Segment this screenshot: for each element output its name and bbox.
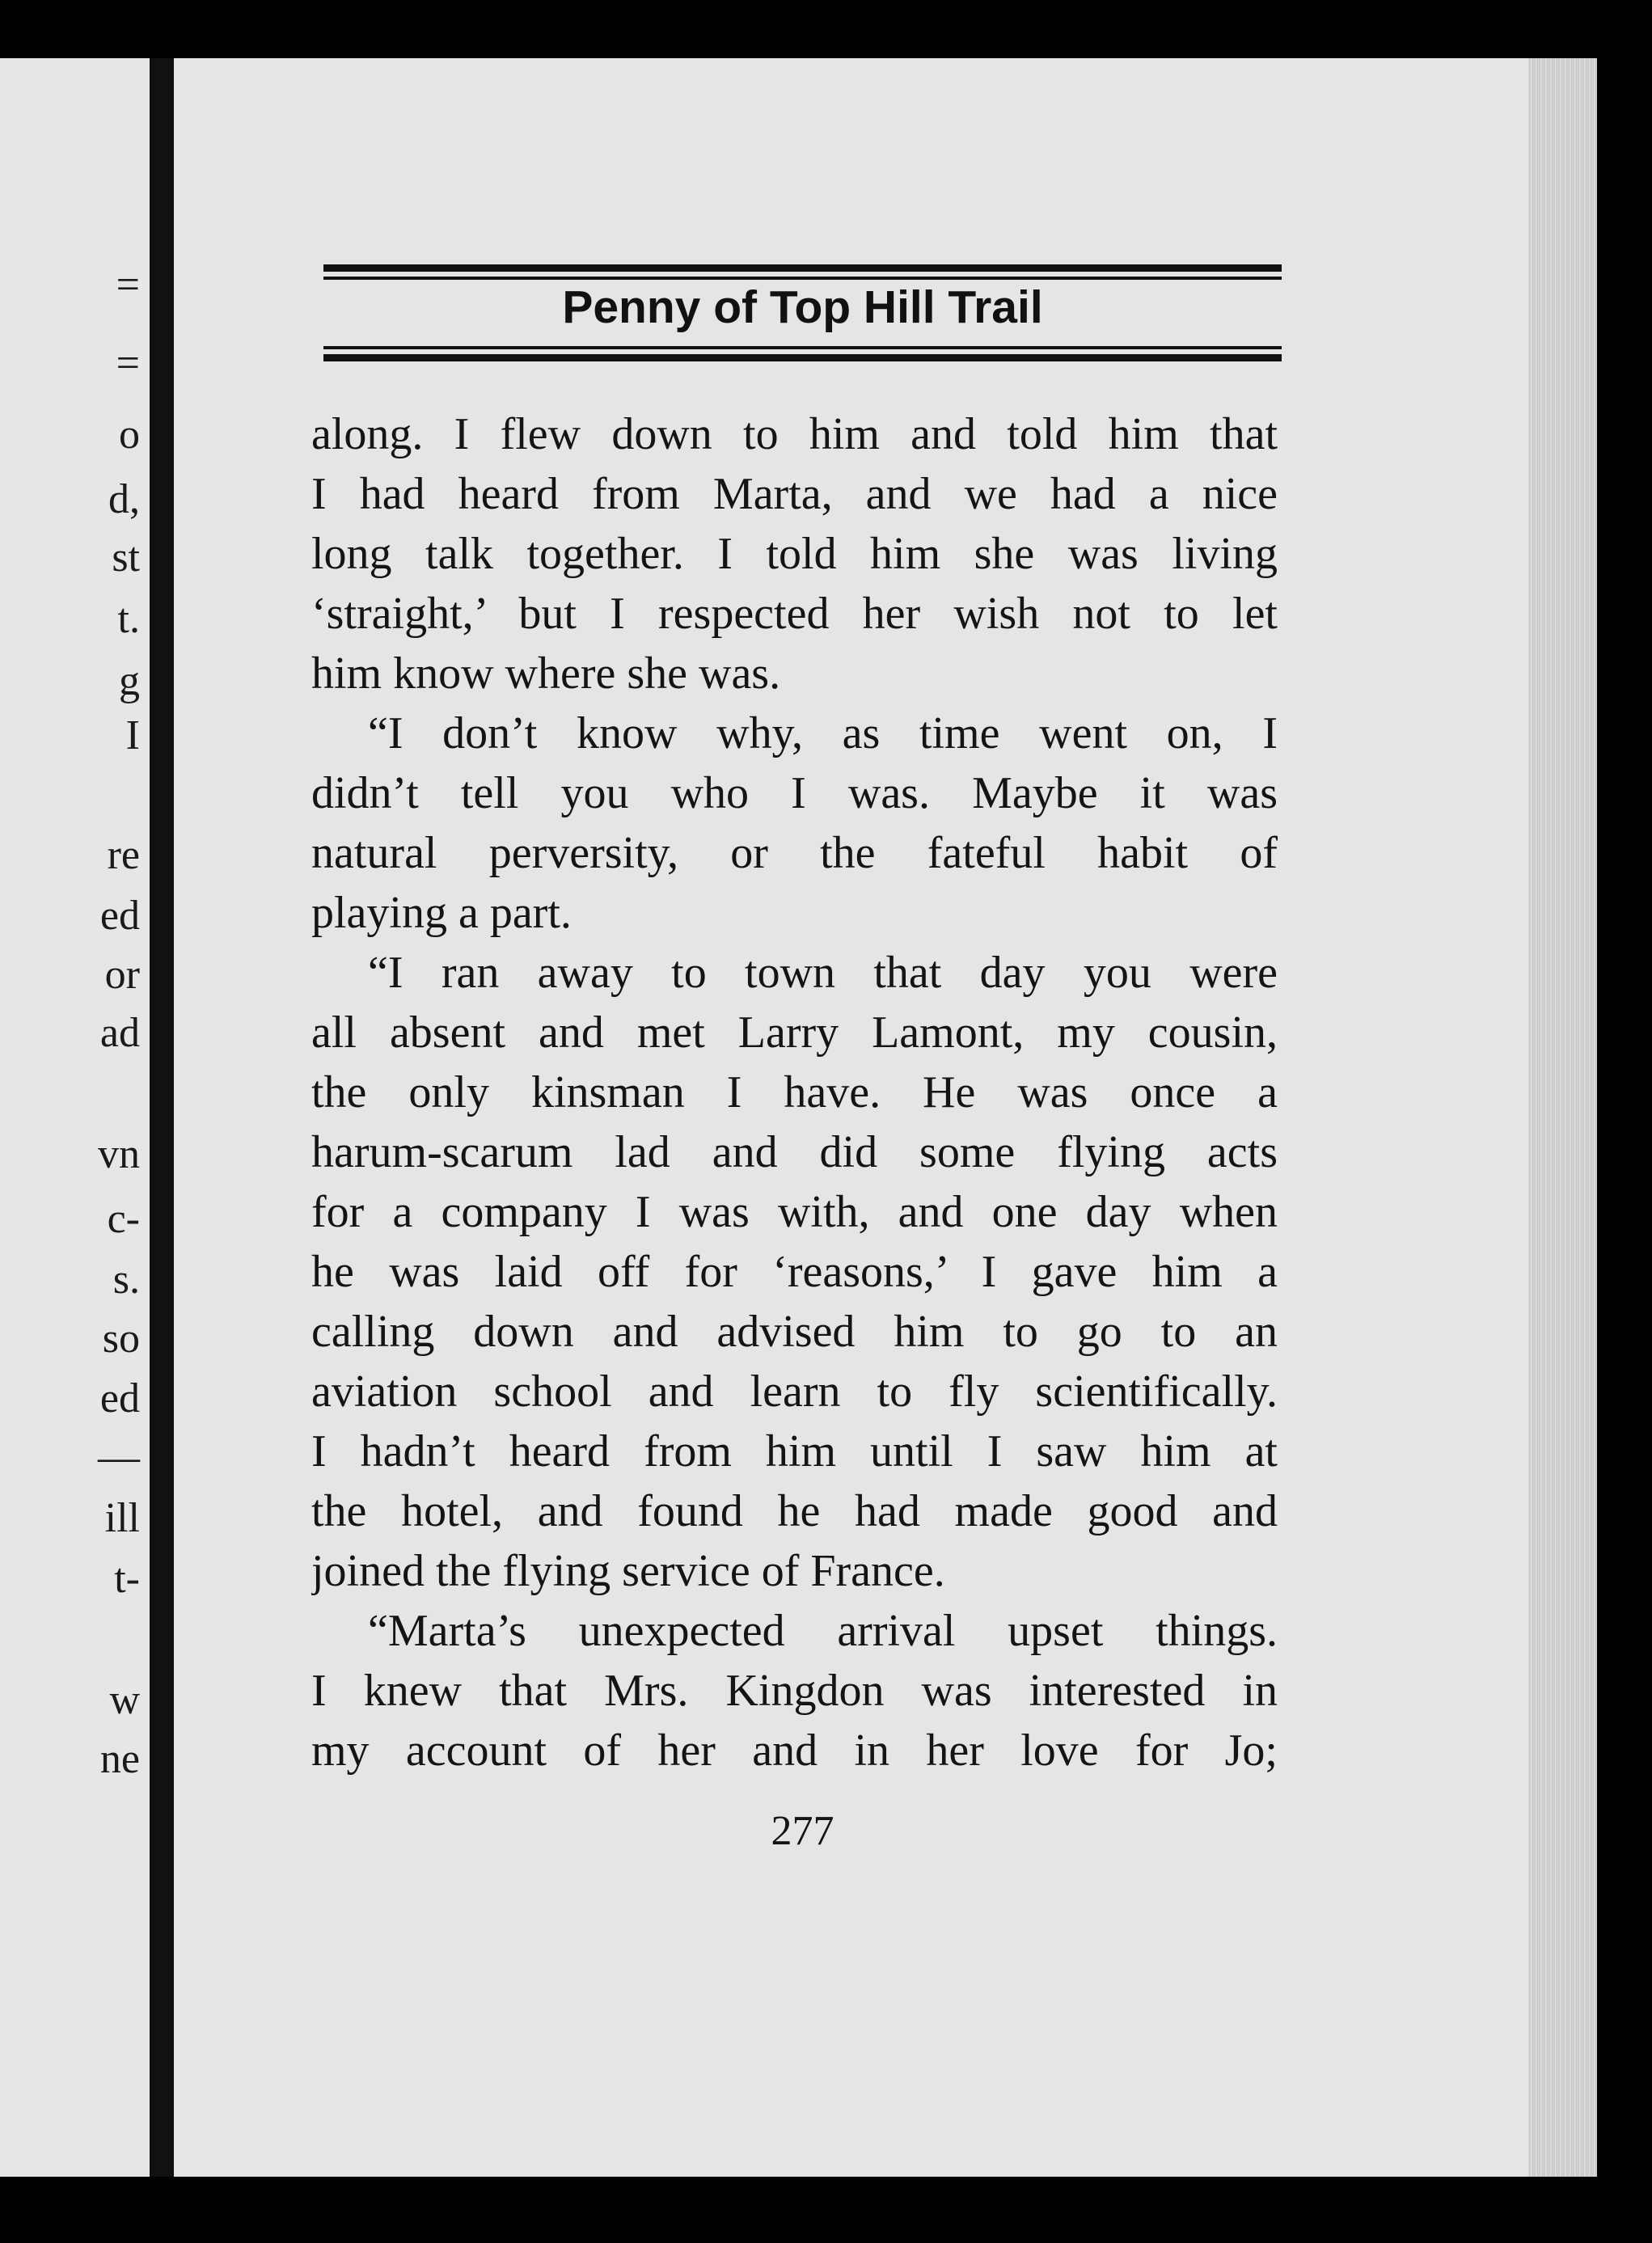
text-line: calling down and advised him to go to an <box>311 1307 1278 1357</box>
fragment: = <box>116 262 140 308</box>
fragment: ed <box>99 1375 140 1421</box>
text-line: I hadn’t heard from him until I saw him at <box>311 1426 1278 1476</box>
fragment: ne <box>99 1736 140 1782</box>
fragment: t. <box>117 596 140 642</box>
fragment: st <box>112 534 140 581</box>
text-line: didn’t tell you who I was. Maybe it was <box>311 768 1278 818</box>
text-line: long talk together. I told him she was living <box>311 529 1278 579</box>
fragment: = <box>116 340 140 387</box>
text-line: all absent and met Larry Lamont, my cousin, <box>311 1007 1278 1058</box>
fragment: re <box>107 832 140 878</box>
text-line: “Marta’s unexpected arrival upset things. <box>368 1606 1278 1656</box>
fragment: o <box>119 412 140 458</box>
fragment: or <box>104 952 140 998</box>
running-header-title: Penny of Top Hill Trail <box>562 281 1043 333</box>
text-line: I knew that Mrs. Kingdon was interested in <box>311 1666 1278 1716</box>
header-rule-top-thick <box>323 264 1282 272</box>
page-number: 277 <box>771 1808 834 1854</box>
fragment: I <box>125 712 140 758</box>
text-line: aviation school and learn to fly scientifically. <box>311 1366 1278 1417</box>
fragment: — <box>98 1434 140 1481</box>
body-text <box>311 404 1278 1780</box>
text-line: harum-scarum lad and did some flying acts <box>311 1127 1278 1177</box>
book-gutter <box>150 58 174 2177</box>
page-edge-stack <box>1528 58 1597 2177</box>
text-line: along. I flew down to him and told him that <box>311 409 1278 459</box>
fragment: g <box>119 658 140 704</box>
text-line: ‘straight,’ but I respected her wish not to let <box>311 589 1278 639</box>
facing-page-edge <box>0 58 150 2177</box>
fragment: ill <box>104 1495 140 1541</box>
fragment: so <box>102 1316 140 1362</box>
fragment: s. <box>112 1257 140 1303</box>
text-line: my account of her and in her love for Jo; <box>311 1726 1278 1776</box>
fragment: vn <box>98 1131 140 1177</box>
text-line: natural perversity, or the fateful habit of <box>311 828 1278 878</box>
text-line: he was laid off for ‘reasons,’ I gave him a <box>311 1247 1278 1297</box>
text-line: for a company I was with, and one day when <box>311 1187 1278 1237</box>
fragment: c- <box>107 1196 140 1242</box>
text-line: I had heard from Marta, and we had a nice <box>311 469 1278 519</box>
text-line: joined the flying service of France. <box>311 1546 945 1596</box>
header-rule-top-thin <box>323 277 1282 280</box>
header-rule-bottom-thin <box>323 346 1282 349</box>
text-line: the only kinsman I have. He was once a <box>311 1067 1278 1117</box>
text-line: him know where she was. <box>311 648 781 699</box>
fragment: d, <box>108 476 140 522</box>
fragment: ad <box>99 1010 140 1056</box>
header-rule-bottom-thick <box>323 354 1282 361</box>
fragment: t- <box>114 1556 140 1602</box>
text-line: playing a part. <box>311 888 572 938</box>
text-line: “I ran away to town that day you were <box>368 948 1278 998</box>
text-line: the hotel, and found he had made good and <box>311 1486 1278 1536</box>
fragment: w <box>109 1677 140 1723</box>
fragment: ed <box>99 893 140 939</box>
text-line: “I don’t know why, as time went on, I <box>368 708 1278 758</box>
